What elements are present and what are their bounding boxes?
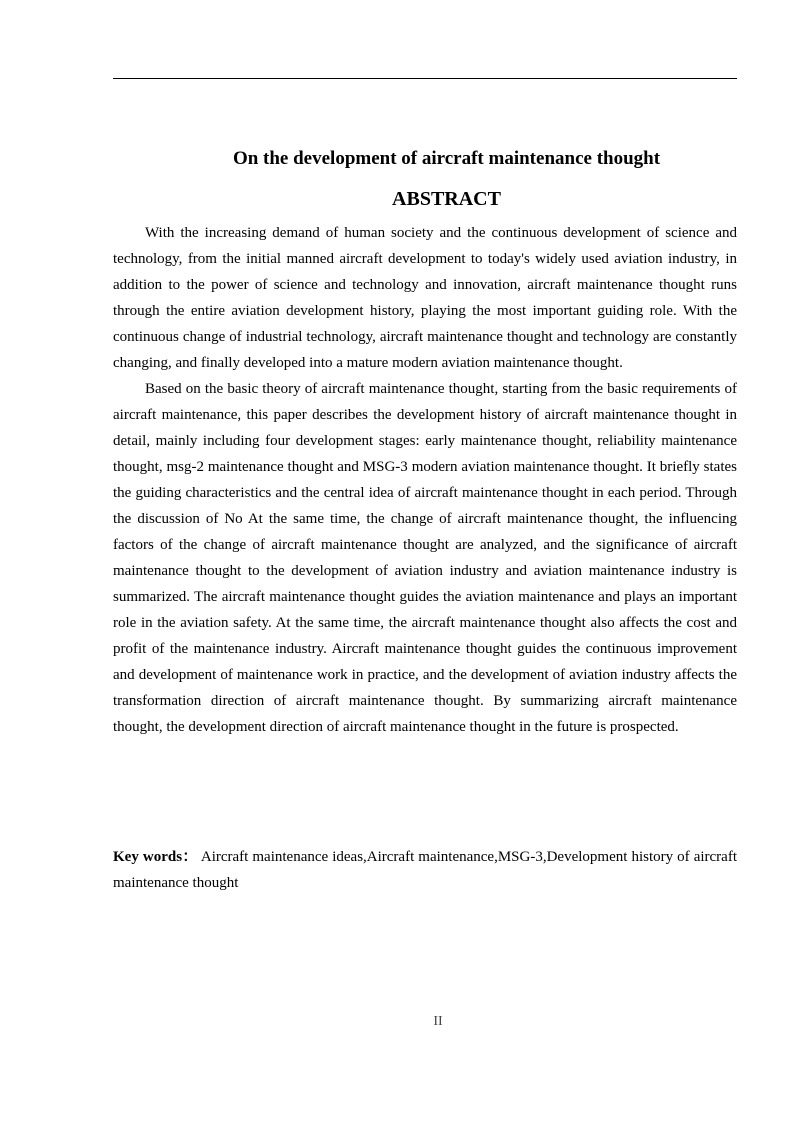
- keywords: [113, 844, 737, 896]
- document-title: On the development of aircraft maintenance thought: [232, 148, 661, 169]
- keywords-label: Key words：: [113, 849, 198, 865]
- page-number: II: [433, 1014, 443, 1029]
- abstract-body: [113, 220, 737, 740]
- abstract-paragraph-1: With the increasing demand of human society and the continuous development of science and technology, from the initial manned aircraft development to today's widely used aviation industry, in addition to the power of science and technology and innovation, aircraft maintenance thought runs through the entire aviation development history, playing the most important guiding role. With the continuous change of industrial technology, aircraft maintenance thought and technology are constantly changing, and finally developed into a mature modern aviation maintenance thought.: [113, 225, 737, 371]
- header-rule: [113, 78, 737, 79]
- keywords-text: Aircraft maintenance ideas,Aircraft maintenance,MSG-3,Development history of aircraft maintenance thought: [113, 849, 737, 891]
- abstract-heading: ABSTRACT: [392, 188, 501, 210]
- abstract-paragraph-2: Based on the basic theory of aircraft maintenance thought, starting from the basic requirements of aircraft maintenance, this paper describes the development history of aircraft maintenance thought in detail, mainly including four development stages: early maintenance thought, reliability maintenance thought, msg-2 maintenance thought and MSG-3 modern aviation maintenance thought. It briefly states the guiding characteristics and the central idea of aircraft maintenance thought in each period. Through the discussion of No At the same time, the change of aircraft maintenance thought, the influencing factors of the change of aircraft maintenance thought are analyzed, and the significance of aircraft maintenance thought to the development of aviation industry and aviation maintenance industry is summarized. The aircraft maintenance thought guides the aviation maintenance and plays an important role in the aviation safety. At the same time, the aircraft maintenance thought also affects the cost and profit of the maintenance industry. Aircraft maintenance thought guides the continuous improvement and development of maintenance work in practice, and the development of aviation industry affects the transformation direction of aircraft maintenance thought. By summarizing aircraft maintenance thought, the development direction of aircraft maintenance thought in the future is prospected.: [113, 381, 737, 735]
